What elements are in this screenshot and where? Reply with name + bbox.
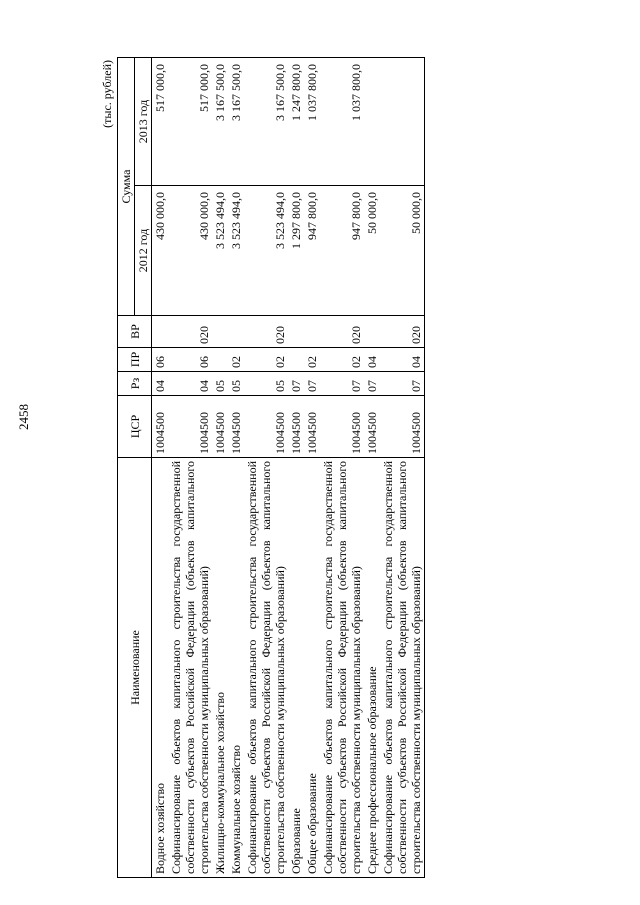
cell-csr: 1004500 [244, 396, 288, 458]
cell-pr: 04 [380, 348, 425, 372]
table-row [228, 57, 244, 877]
cell-pr: 02 [244, 348, 288, 372]
cell-rz: 04 [168, 372, 212, 396]
cell-rz: 07 [304, 372, 320, 396]
page-number: 2458 [16, 404, 31, 430]
table-row [380, 57, 425, 877]
header-pr: ПР [118, 348, 152, 372]
table-row [168, 57, 212, 877]
cell-vr [152, 316, 169, 348]
table-row [244, 57, 288, 877]
cell-pr: 02 [304, 348, 320, 372]
table-row [288, 57, 304, 877]
cell-name: Коммунальное хозяйство [228, 458, 244, 878]
cell-name: Среднее профессиональное образование [364, 458, 380, 878]
cell-pr: 06 [152, 348, 169, 372]
cell-rz: 05 [244, 372, 288, 396]
rotated-table-block [100, 58, 610, 878]
cell-rz: 05 [228, 372, 244, 396]
header-vr: ВР [118, 316, 152, 348]
cell-2012: 430 000,0 [168, 186, 212, 316]
cell-2013: 1 247 800,0 [288, 57, 304, 185]
cell-rz: 04 [152, 372, 169, 396]
header-sum: Сумма [118, 57, 135, 315]
header-csr: ЦСР [118, 396, 152, 458]
cell-2013 [364, 57, 380, 185]
cell-name: Софинансирование объектов капитального строительства государственной собственности субъектов Российской Федерации (объектов капитального строительства собственности муниципальных образований) [168, 458, 212, 878]
cell-rz: 07 [364, 372, 380, 396]
cell-name: Жилищно-коммунальное хозяйство [212, 458, 228, 878]
cell-csr: 1004500 [304, 396, 320, 458]
cell-vr [364, 316, 380, 348]
cell-csr: 1004500 [228, 396, 244, 458]
cell-2013 [380, 57, 425, 185]
cell-rz: 05 [212, 372, 228, 396]
cell-vr [304, 316, 320, 348]
cell-vr: 020 [168, 316, 212, 348]
cell-2012: 1 297 800,0 [288, 186, 304, 316]
header-2013: 2013 год [135, 57, 152, 185]
cell-2013: 1 037 800,0 [304, 57, 320, 185]
cell-name: Образование [288, 458, 304, 878]
cell-vr: 020 [380, 316, 425, 348]
cell-csr: 1004500 [320, 396, 364, 458]
cell-2012: 3 523 494,0 [228, 186, 244, 316]
cell-2012: 947 800,0 [304, 186, 320, 316]
cell-rz: 07 [288, 372, 304, 396]
table-body [152, 57, 425, 877]
cell-pr: 02 [320, 348, 364, 372]
header-2012: 2012 год [135, 186, 152, 316]
cell-pr [288, 348, 304, 372]
cell-csr: 1004500 [152, 396, 169, 458]
cell-csr: 1004500 [168, 396, 212, 458]
cell-name: Софинансирование объектов капитального строительства государственной собственности субъектов Российской Федерации (объектов капитального строительства собственности муниципальных образований) [244, 458, 288, 878]
cell-2012: 50 000,0 [364, 186, 380, 316]
header-row [118, 57, 135, 877]
table-row [320, 57, 364, 877]
cell-name: Водное хозяйство [152, 458, 169, 878]
cell-2013: 517 000,0 [168, 57, 212, 185]
header-rz: Рз [118, 372, 152, 396]
cell-csr: 1004500 [380, 396, 425, 458]
cell-pr: 06 [168, 348, 212, 372]
cell-2013: 1 037 800,0 [320, 57, 364, 185]
cell-2012: 947 800,0 [320, 186, 364, 316]
cell-name: Общее образование [304, 458, 320, 878]
budget-table [117, 57, 425, 878]
cell-2012: 430 000,0 [152, 186, 169, 316]
cell-rz: 07 [380, 372, 425, 396]
table-row [152, 57, 169, 877]
cell-2013: 3 167 500,0 [212, 57, 228, 185]
cell-vr [212, 316, 228, 348]
cell-2013: 3 167 500,0 [228, 57, 244, 185]
header-name: Наименование [118, 458, 152, 878]
cell-name: Софинансирование объектов капитального строительства государственной собственности субъектов Российской Федерации (объектов капитального строительства собственности муниципальных образований) [320, 458, 364, 878]
cell-2012: 50 000,0 [380, 186, 425, 316]
cell-pr: 02 [228, 348, 244, 372]
cell-csr: 1004500 [364, 396, 380, 458]
cell-csr: 1004500 [212, 396, 228, 458]
unit-note: (тыс. рублей) [100, 60, 114, 128]
cell-csr: 1004500 [288, 396, 304, 458]
cell-vr: 020 [244, 316, 288, 348]
cell-2013: 517 000,0 [152, 57, 169, 185]
cell-vr [228, 316, 244, 348]
cell-vr: 020 [320, 316, 364, 348]
table-row [212, 57, 228, 877]
cell-2012: 3 523 494,0 [244, 186, 288, 316]
cell-pr: 04 [364, 348, 380, 372]
cell-pr [212, 348, 228, 372]
cell-rz: 07 [320, 372, 364, 396]
table-row [364, 57, 380, 877]
cell-2012: 3 523 494,0 [212, 186, 228, 316]
table-row [304, 57, 320, 877]
cell-2013: 3 167 500,0 [244, 57, 288, 185]
cell-name: Софинансирование объектов капитального строительства государственной собственности субъектов Российской Федерации (объектов капитального строительства собственности муниципальных образований) [380, 458, 425, 878]
cell-vr [288, 316, 304, 348]
